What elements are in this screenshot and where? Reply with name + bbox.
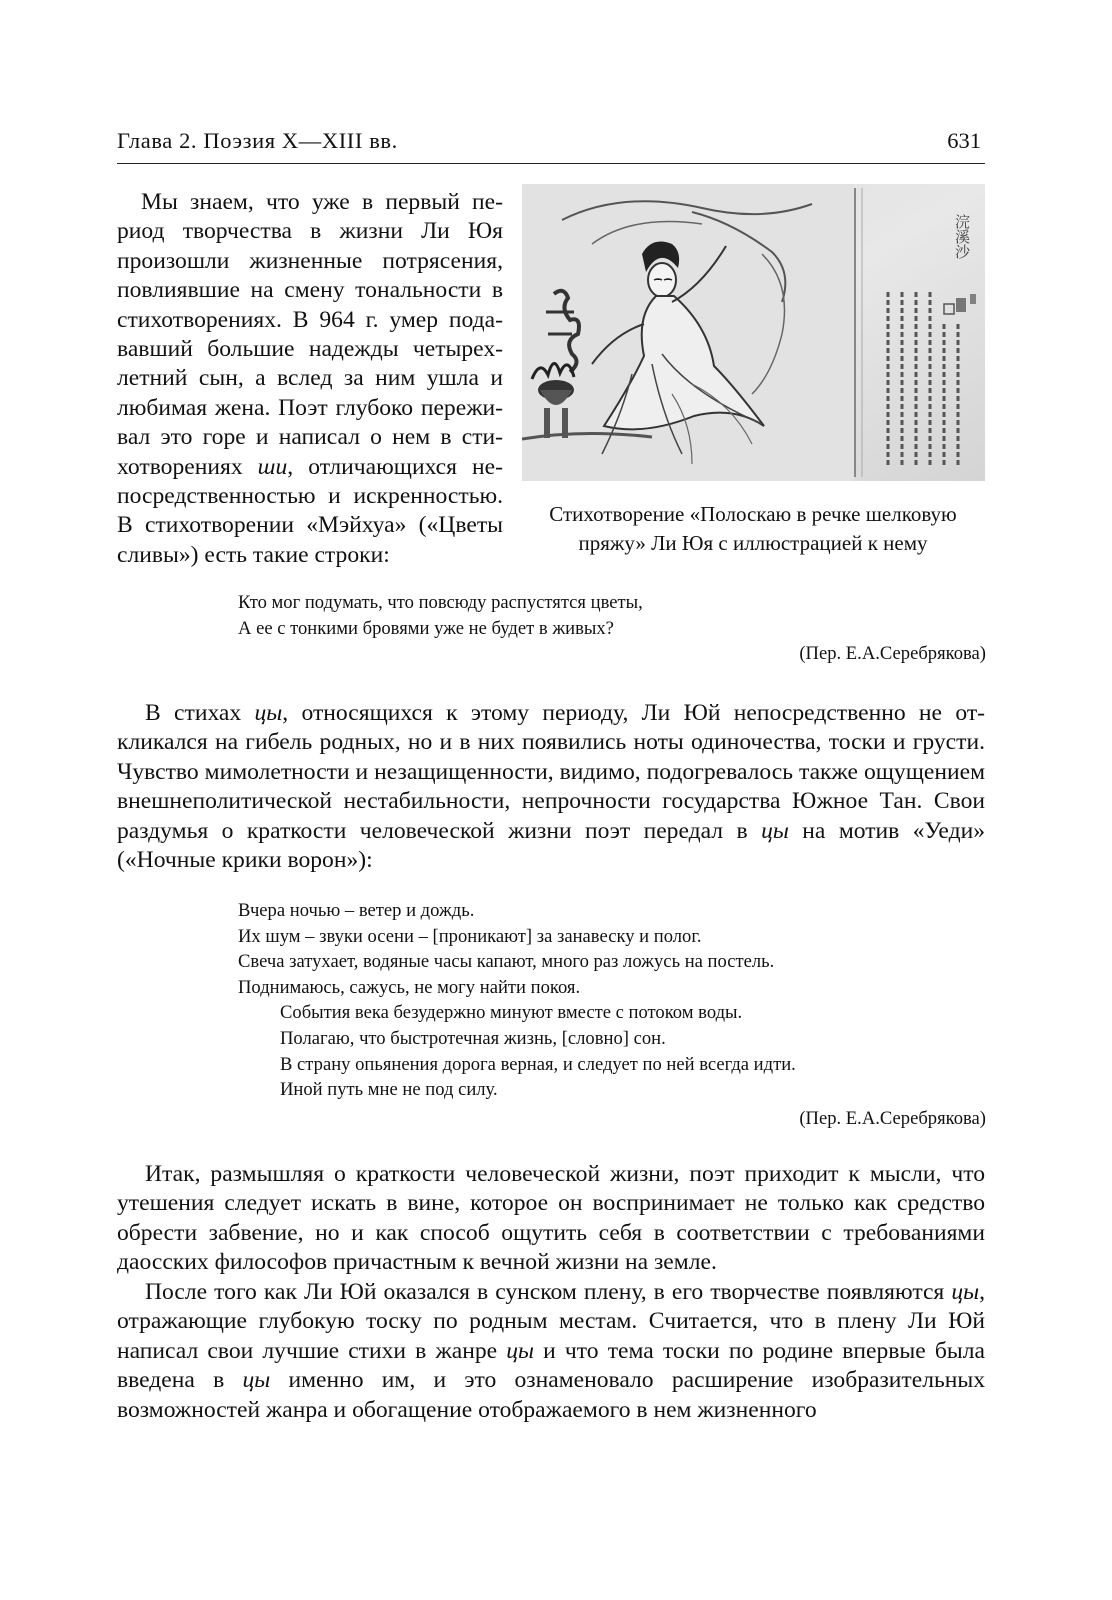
verse-night-crows (238, 898, 796, 1103)
verse-line: Свеча затухает, водяные часы капают, много раз ложусь на постель. (238, 951, 775, 973)
chapter-title: Глава 2. Поэзия X—XIII вв. (117, 128, 398, 153)
verse-line: Поднимаюсь, сажусь, не могу найти покоя. (238, 976, 581, 998)
illustration-image (522, 184, 985, 481)
poem-title-glyphs: 浣溪沙 (953, 214, 971, 259)
body-paragraph (117, 699, 985, 875)
para-text: , относящихся к этому периоду, Ли Юй непосредственно не откликался на гибель родных, но и в них появились ноты одиночества, тоски и грусти. Чувство мимолетности и незащищенности, видимо, подогревалось также ощущением внешнеполитической нестабильности, непрочности государства Южное Тан. Свои раздумья о краткости человеческой жизни поэт передал в (117, 700, 985, 844)
para-text: именно им, и это ознаменовало расширение изобразительных возможностей жанра и обогащение отображаемого в нем жизненного (117, 1367, 985, 1423)
term-ci: цы (506, 1337, 535, 1364)
term-ci: цы (242, 1367, 271, 1394)
verse-plum-blossoms (238, 590, 643, 641)
verse-line: Иной путь мне не под силу. (280, 1079, 498, 1101)
intro-text-end: , отличающихся непосредственностью и искренностью. В стихотворении «Мэйхуа» («Цветы сливы») есть такие строки: (117, 453, 503, 568)
running-header (117, 127, 985, 164)
verse-line: А ее с тонкими бровями уже не будет в живых? (238, 617, 614, 639)
body-paragraph: Итак, размышляя о краткости человеческой жизни, поэт приходит к мысли, что утешения следует искать в вине, которое он воспринимает не только как средство обрести забвение, но и как способ ощутить себя в соответствии с требованиями даосских философов причастным к вечной жизни на земле. (117, 1161, 985, 1276)
para-text: , отражающие глубокую тоску по родным местам. Считается, что в плену Ли Юй написал свои лучшие стихи в жанре (117, 1279, 985, 1364)
term-ci: цы (254, 700, 283, 726)
para-text: на мотив «Уеди» («Ночные крики ворон»): (117, 817, 986, 874)
para-text: После того как Ли Юй оказался в сунском плену, в его творчестве появляются (145, 1279, 952, 1305)
term-ci: цы (951, 1279, 980, 1305)
verse-line: Кто мог подумать, что повсюду распустятся цветы, (238, 592, 643, 613)
translator-credit: (Пер. Е.А.Серебрякова) (799, 1108, 986, 1129)
poem-illustration (522, 184, 985, 481)
translator-credit: (Пер. Е.А.Серебрякова) (799, 643, 986, 664)
page-number: 631 (947, 128, 981, 153)
verse-line: Их шум – звуки осени – [проникают] за занавеску и полог. (238, 925, 702, 947)
verse-line: Полагаю, что быстротечная жизнь, [словно] сон. (280, 1027, 666, 1049)
para-text: В стихах (145, 700, 255, 726)
intro-text: Мы знаем, что уже в первый период творчества в жизни Ли Юя произошли жизненные потрясения, повлиявшие на смену тональности в стихотворениях. В 964 г. умер подававший большие надежды четырехлетний сын, а вслед за ним ушла и любимая жена. Поэт глубоко переживал это горе и написал о нем в стихотворениях (117, 189, 503, 480)
para-text: и что тема тоски по родине впервые была введена в (117, 1337, 985, 1394)
intro-paragraph (117, 188, 503, 570)
figure-caption: Стихотворение «Полоскаю в речке шелковую пряжу» Ли Юя с иллюстрацией к нему (549, 502, 957, 555)
verse-line: События века безудержно минуют вместе с потоком воды. (280, 1002, 743, 1024)
term-ci: цы (761, 817, 789, 844)
body-paragraph (117, 1278, 985, 1425)
verse-line: В страну опьянения дорога верная, и следует по ней всегда идти. (280, 1053, 796, 1075)
verse-line: Вчера ночью – ветер и дождь. (238, 900, 475, 921)
term-shi: ши (257, 453, 288, 480)
